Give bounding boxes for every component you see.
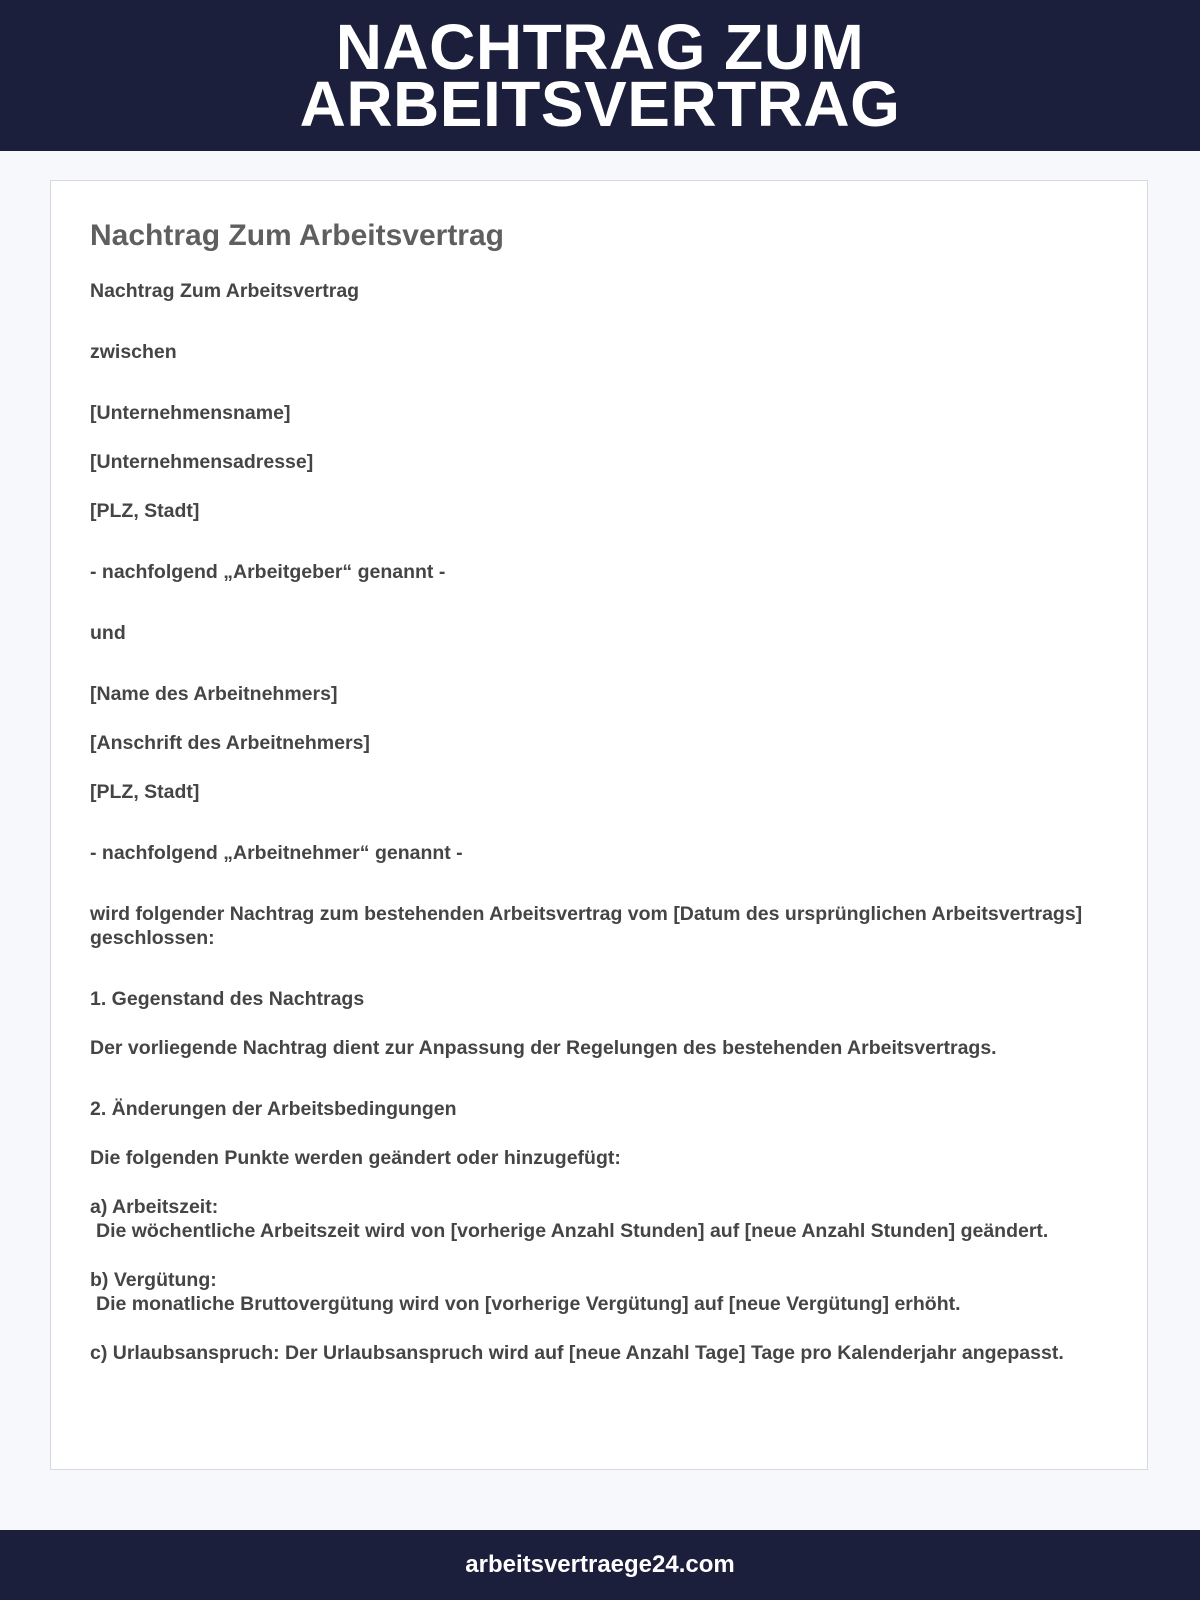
employer-note: - nachfolgend „Arbeitgeber“ genannt - (90, 561, 446, 583)
page-footer (0, 1530, 1200, 1600)
document-heading: Nachtrag Zum Arbeitsvertrag (90, 280, 360, 302)
document-title: Nachtrag Zum Arbeitsvertrag (90, 219, 504, 252)
section-2-intro: Die folgenden Punkte werden geändert oder hinzugefügt: (90, 1147, 621, 1169)
employee-name: [Name des Arbeitnehmers] (90, 683, 338, 705)
between-text: zwischen (90, 341, 177, 363)
page-title-line-1: NACHTRAG ZUM (335, 10, 865, 83)
footer-site-link[interactable]: arbeitsvertraege24.com (465, 1551, 735, 1578)
intro-text: wird folgender Nachtrag zum bestehenden Arbeitsvertrag vom [Datum des ursprünglichen Arbeitsvertrags] geschlossen: (90, 903, 1083, 949)
section-1-text: Der vorliegende Nachtrag dient zur Anpassung der Regelungen des bestehenden Arbeitsvertrags. (90, 1037, 997, 1059)
company-city: [PLZ, Stadt] (90, 500, 200, 522)
page-title-line-2: ARBEITSVERTRAG (299, 67, 901, 140)
and-text: und (90, 622, 126, 644)
item-a-label: a) Arbeitszeit: (90, 1196, 219, 1218)
document-card (50, 180, 1148, 1470)
company-name: [Unternehmensname] (90, 402, 291, 424)
page-title (299, 10, 901, 140)
employee-address: [Anschrift des Arbeitnehmers] (90, 732, 370, 754)
section-1-heading: 1. Gegenstand des Nachtrags (90, 988, 365, 1010)
item-c-text: c) Urlaubsanspruch: Der Urlaubsanspruch wird auf [neue Anzahl Tage] Tage pro Kalenderjahr angepasst. (90, 1342, 1064, 1364)
document-body (90, 279, 1108, 1365)
page-header (0, 0, 1200, 151)
employee-city: [PLZ, Stadt] (90, 781, 200, 803)
section-2-heading: 2. Änderungen der Arbeitsbedingungen (90, 1098, 457, 1120)
employee-note: - nachfolgend „Arbeitnehmer“ genannt - (90, 842, 463, 864)
company-address: [Unternehmensadresse] (90, 451, 314, 473)
item-b-text: Die monatliche Bruttovergütung wird von [vorherige Vergütung] auf [neue Vergütung] erhöht. (96, 1293, 961, 1315)
item-a-text: Die wöchentliche Arbeitszeit wird von [vorherige Anzahl Stunden] auf [neue Anzahl Stunden] geändert. (96, 1220, 1049, 1242)
item-b-label: b) Vergütung: (90, 1269, 217, 1291)
